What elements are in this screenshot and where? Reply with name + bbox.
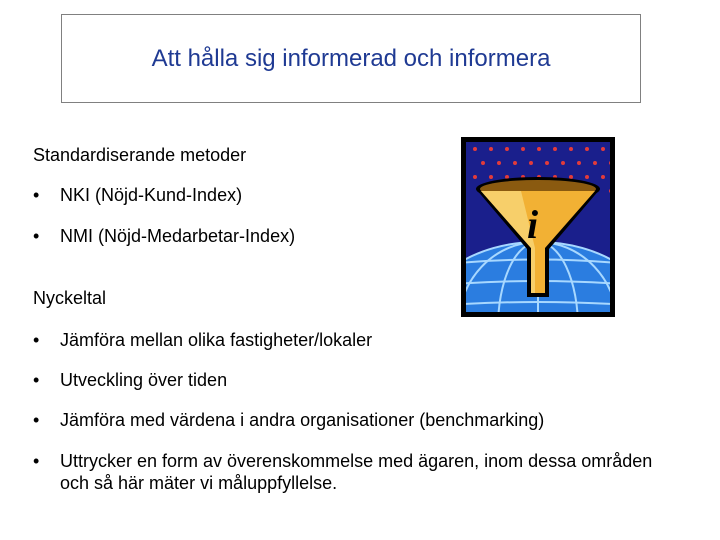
red-dot [593, 161, 597, 165]
info-letter: i [527, 202, 539, 247]
red-dot [561, 161, 565, 165]
red-dot [473, 175, 477, 179]
bullet-text: Jämföra med värdena i andra organisationer (benchmarking) [60, 410, 545, 430]
red-dot [577, 161, 581, 165]
red-dot [553, 147, 557, 151]
red-dot [529, 161, 533, 165]
bullet-item [33, 409, 544, 431]
bullet-dot: • [33, 330, 40, 350]
red-dot [513, 161, 517, 165]
red-dot [521, 147, 525, 151]
bullet-item [33, 450, 653, 494]
bullet-text: Utveckling över tiden [60, 370, 228, 390]
red-dot [585, 147, 589, 151]
bullet-dot: • [33, 185, 40, 205]
section-heading-standard-methods: Standardiserande metoder [33, 145, 247, 165]
bullet-item [33, 369, 227, 391]
bullet-item [33, 225, 295, 247]
red-dot [569, 147, 573, 151]
information-funnel-icon [461, 137, 615, 317]
red-dot [505, 147, 509, 151]
red-dot [569, 175, 573, 179]
section-heading-key-figures: Nyckeltal [33, 288, 107, 308]
bullet-item [33, 329, 372, 351]
title-box [61, 14, 641, 103]
slide-title: Att hålla sig informerad och informera [151, 44, 551, 72]
red-dot [497, 161, 501, 165]
red-dot [505, 175, 509, 179]
red-dot [601, 175, 605, 179]
red-dot [489, 175, 493, 179]
bullet-text: NMI (Nöjd-Medarbetar-Index) [60, 226, 296, 246]
red-dot [537, 147, 541, 151]
bullet-dot: • [33, 226, 40, 246]
bullet-item [33, 184, 242, 206]
red-dot [585, 175, 589, 179]
red-dot [473, 147, 477, 151]
bullet-text: NKI (Nöjd-Kund-Index) [60, 185, 243, 205]
red-dot [481, 161, 485, 165]
bullet-dot: • [33, 410, 40, 430]
bullet-text: Uttrycker en form av överenskommelse med ägaren, inom dessa områden och så här mäter vi måluppfyllelse. [60, 451, 653, 493]
bullet-text: Jämföra mellan olika fastigheter/lokaler [60, 330, 373, 350]
red-dot [489, 147, 493, 151]
bullet-dot: • [33, 451, 40, 471]
red-dot [601, 147, 605, 151]
red-dot [545, 161, 549, 165]
bullet-dot: • [33, 370, 40, 390]
